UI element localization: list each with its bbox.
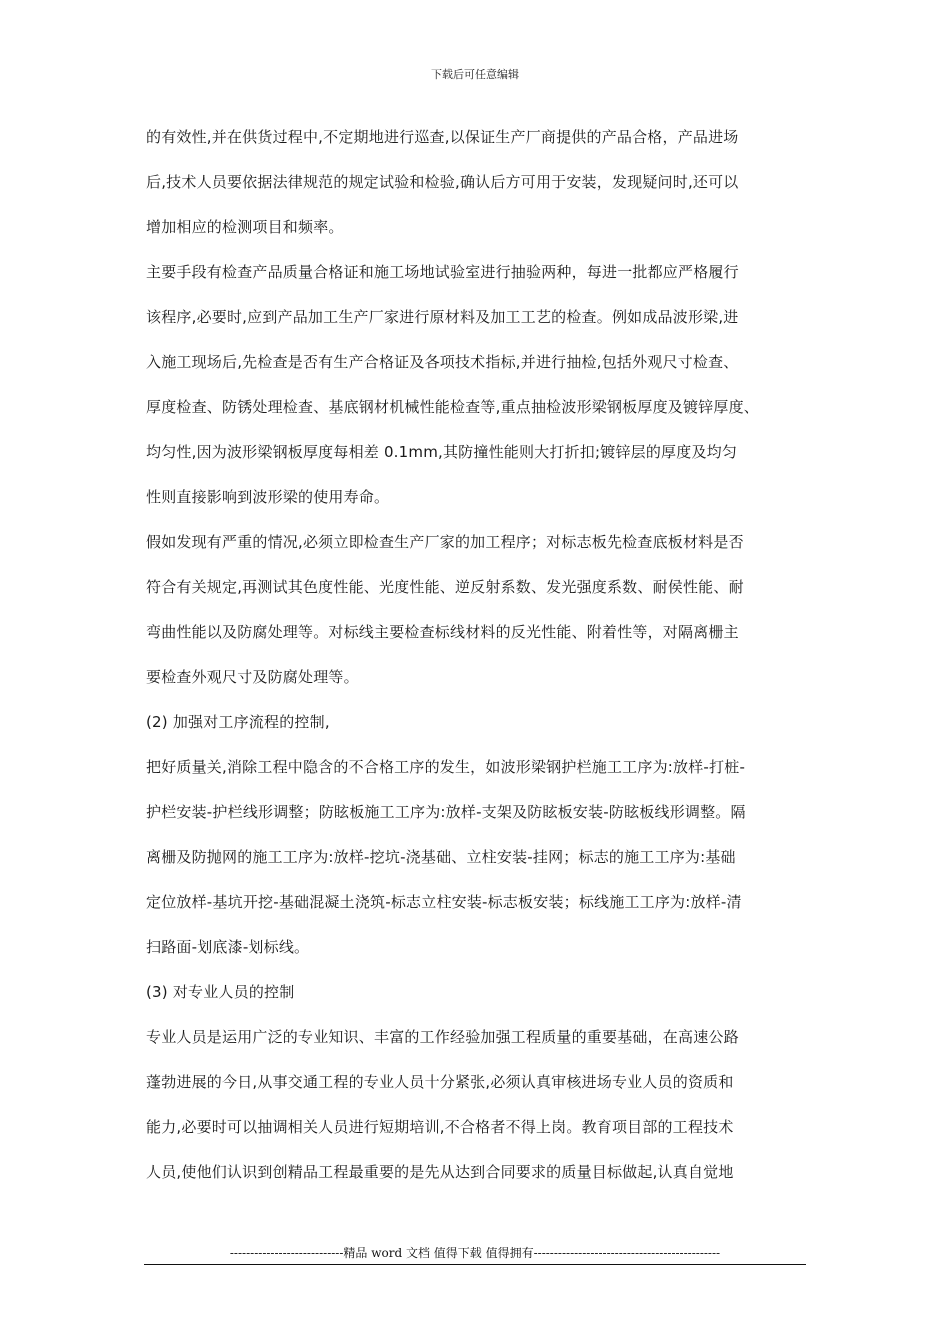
document-body <box>146 122 816 1202</box>
text-line: 后,技术人员要依据法律规范的规定试验和检验,确认后方可用于安装，发现疑问时,还可以 <box>146 173 739 191</box>
text-line: 主要手段有检查产品质量合格证和施工场地试验室进行抽验两种，每进一批都应严格履行 <box>146 263 739 281</box>
text-line: 能力,必要时可以抽调相关人员进行短期培训,不合格者不得上岗。教育项目部的工程技术 <box>146 1118 734 1136</box>
text-line: 人员,使他们认识到创精品工程最重要的是先从达到合同要求的质量目标做起,认真自觉地 <box>146 1163 734 1181</box>
text-line: 均匀性,因为波形梁钢板厚度每相差 0.1mm,其防撞性能则大打折扣;镀锌层的厚度及均匀 <box>146 443 738 461</box>
text-line: 护栏安装-护栏线形调整；防眩板施工工序为:放样-支架及防眩板安装-防眩板线形调整。隔 <box>146 803 746 821</box>
text-line: 增加相应的检测项目和频率。 <box>146 218 344 236</box>
text-line: 专业人员是运用广泛的专业知识、丰富的工作经验加强工程质量的重要基础，在高速公路 <box>146 1028 739 1046</box>
text-line: 定位放样-基坑开挖-基础混凝土浇筑-标志立柱安装-标志板安装；标线施工工序为:放样-清 <box>146 893 742 911</box>
text-line: 扫路面-划底漆-划标线。 <box>146 938 310 956</box>
section-heading: (3) 对专业人员的控制 <box>146 983 295 1001</box>
text-line: 符合有关规定,再测试其色度性能、光度性能、逆反射系数、发光强度系数、耐侯性能、耐 <box>146 578 744 596</box>
text-line: 的有效性,并在供货过程中,不定期地进行巡查,以保证生产厂商提供的产品合格，产品进场 <box>146 128 739 146</box>
text-line: 入施工现场后,先检查是否有生产合格证及各项技术指标,并进行抽检,包括外观尺寸检查、 <box>146 353 739 371</box>
text-line: 蓬勃进展的今日,从事交通工程的专业人员十分紧张,必须认真审核进场专业人员的资质和 <box>146 1073 734 1091</box>
text-line: 厚度检查、防锈处理检查、基底钢材机械性能检查等,重点抽检波形梁钢板厚度及镀锌厚度、 <box>146 398 759 416</box>
footer-text: ----------------------------精品 word 文档 值得下载 值得拥有---------------------------------------------- <box>229 1246 721 1260</box>
page-header: 下载后可任意编辑 <box>431 68 519 81</box>
section-heading: (2) 加强对工序流程的控制, <box>146 713 330 731</box>
text-line: 性则直接影响到波形梁的使用寿命。 <box>146 488 390 506</box>
text-line: 把好质量关,消除工程中隐含的不合格工序的发生，如波形梁钢护栏施工工序为:放样-打桩- <box>146 758 746 776</box>
page-footer <box>144 1244 806 1265</box>
text-line: 该程序,必要时,应到产品加工生产厂家进行原材料及加工工艺的检查。例如成品波形梁,进 <box>146 308 739 326</box>
text-line: 假如发现有严重的情况,必须立即检查生产厂家的加工程序；对标志板先检查底板材料是否 <box>146 533 744 551</box>
text-line: 弯曲性能以及防腐处理等。对标线主要检查标线材料的反光性能、附着性等，对隔离栅主 <box>146 623 739 641</box>
text-line: 离栅及防抛网的施工工序为:放样-挖坑-浇基础、立柱安装-挂网；标志的施工工序为:基础 <box>146 848 736 866</box>
text-line: 要检查外观尺寸及防腐处理等。 <box>146 668 359 686</box>
footer-divider <box>144 1264 806 1265</box>
